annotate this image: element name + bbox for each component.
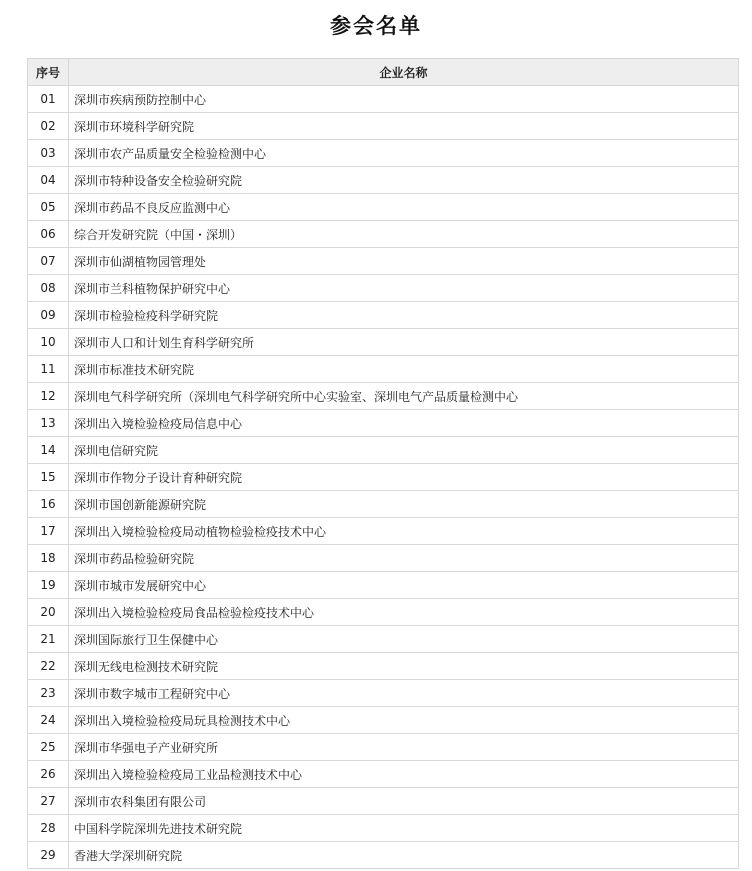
page-title: 参会名单 <box>330 14 422 38</box>
row-number: 22 <box>28 653 69 680</box>
table-row <box>28 653 739 680</box>
row-number: 20 <box>28 599 69 626</box>
row-number: 29 <box>28 842 69 869</box>
table-row <box>28 86 739 113</box>
table-row <box>28 491 739 518</box>
company-name: 综合开发研究院（中国・深圳） <box>69 221 739 248</box>
row-number: 19 <box>28 572 69 599</box>
row-number: 24 <box>28 707 69 734</box>
company-name: 深圳市数字城市工程研究中心 <box>69 680 739 707</box>
company-name: 深圳出入境检验检疫局玩具检测技术中心 <box>69 707 739 734</box>
table-row <box>28 329 739 356</box>
table-row <box>28 464 739 491</box>
company-name: 深圳市人口和计划生育科学研究所 <box>69 329 739 356</box>
header-company-name: 企业名称 <box>69 59 739 86</box>
table-row <box>28 815 739 842</box>
row-number: 12 <box>28 383 69 410</box>
table-header-row <box>28 59 739 86</box>
row-number: 01 <box>28 86 69 113</box>
row-number: 25 <box>28 734 69 761</box>
company-name: 深圳市国创新能源研究院 <box>69 491 739 518</box>
row-number: 10 <box>28 329 69 356</box>
company-name: 深圳市疾病预防控制中心 <box>69 86 739 113</box>
company-name: 中国科学院深圳先进技术研究院 <box>69 815 739 842</box>
row-number: 13 <box>28 410 69 437</box>
row-number: 14 <box>28 437 69 464</box>
company-name: 深圳电气科学研究所（深圳电气科学研究所中心实验室、深圳电气产品质量检测中心 <box>69 383 739 410</box>
row-number: 11 <box>28 356 69 383</box>
table-row <box>28 842 739 869</box>
company-name: 深圳市标准技术研究院 <box>69 356 739 383</box>
table-row <box>28 275 739 302</box>
table-row <box>28 356 739 383</box>
row-number: 05 <box>28 194 69 221</box>
table-row <box>28 518 739 545</box>
table-row <box>28 599 739 626</box>
company-name: 香港大学深圳研究院 <box>69 842 739 869</box>
row-number: 23 <box>28 680 69 707</box>
table-row <box>28 788 739 815</box>
table-row <box>28 167 739 194</box>
company-name: 深圳市药品不良反应监测中心 <box>69 194 739 221</box>
table-row <box>28 680 739 707</box>
company-name: 深圳国际旅行卫生保健中心 <box>69 626 739 653</box>
company-name: 深圳市检验检疫科学研究院 <box>69 302 739 329</box>
row-number: 15 <box>28 464 69 491</box>
table-row <box>28 626 739 653</box>
table-row <box>28 140 739 167</box>
header-number: 序号 <box>28 59 69 86</box>
company-name: 深圳市作物分子设计育种研究院 <box>69 464 739 491</box>
table-row <box>28 302 739 329</box>
table-row <box>28 221 739 248</box>
company-name: 深圳出入境检验检疫局动植物检验检疫技术中心 <box>69 518 739 545</box>
company-name: 深圳市农科集团有限公司 <box>69 788 739 815</box>
row-number: 09 <box>28 302 69 329</box>
company-name: 深圳市兰科植物保护研究中心 <box>69 275 739 302</box>
row-number: 07 <box>28 248 69 275</box>
table-row <box>28 113 739 140</box>
row-number: 28 <box>28 815 69 842</box>
row-number: 21 <box>28 626 69 653</box>
table-row <box>28 248 739 275</box>
table-row <box>28 545 739 572</box>
row-number: 02 <box>28 113 69 140</box>
table-row <box>28 410 739 437</box>
company-name: 深圳无线电检测技术研究院 <box>69 653 739 680</box>
company-name: 深圳市环境科学研究院 <box>69 113 739 140</box>
row-number: 04 <box>28 167 69 194</box>
row-number: 18 <box>28 545 69 572</box>
company-name: 深圳电信研究院 <box>69 437 739 464</box>
company-name: 深圳出入境检验检疫局信息中心 <box>69 410 739 437</box>
row-number: 03 <box>28 140 69 167</box>
table-row <box>28 572 739 599</box>
row-number: 26 <box>28 761 69 788</box>
company-name: 深圳市特种设备安全检验研究院 <box>69 167 739 194</box>
row-number: 27 <box>28 788 69 815</box>
table-row <box>28 383 739 410</box>
table-row <box>28 734 739 761</box>
company-name: 深圳市华强电子产业研究所 <box>69 734 739 761</box>
table-row <box>28 437 739 464</box>
table-body <box>28 86 739 869</box>
company-name: 深圳出入境检验检疫局工业品检测技术中心 <box>69 761 739 788</box>
row-number: 17 <box>28 518 69 545</box>
company-name: 深圳市城市发展研究中心 <box>69 572 739 599</box>
table-row <box>28 194 739 221</box>
table-row <box>28 707 739 734</box>
row-number: 08 <box>28 275 69 302</box>
company-name: 深圳市药品检验研究院 <box>69 545 739 572</box>
row-number: 16 <box>28 491 69 518</box>
company-name: 深圳出入境检验检疫局食品检验检疫技术中心 <box>69 599 739 626</box>
table-row <box>28 761 739 788</box>
row-number: 06 <box>28 221 69 248</box>
company-name: 深圳市农产品质量安全检验检测中心 <box>69 140 739 167</box>
participant-table <box>27 58 739 869</box>
company-name: 深圳市仙湖植物园管理处 <box>69 248 739 275</box>
